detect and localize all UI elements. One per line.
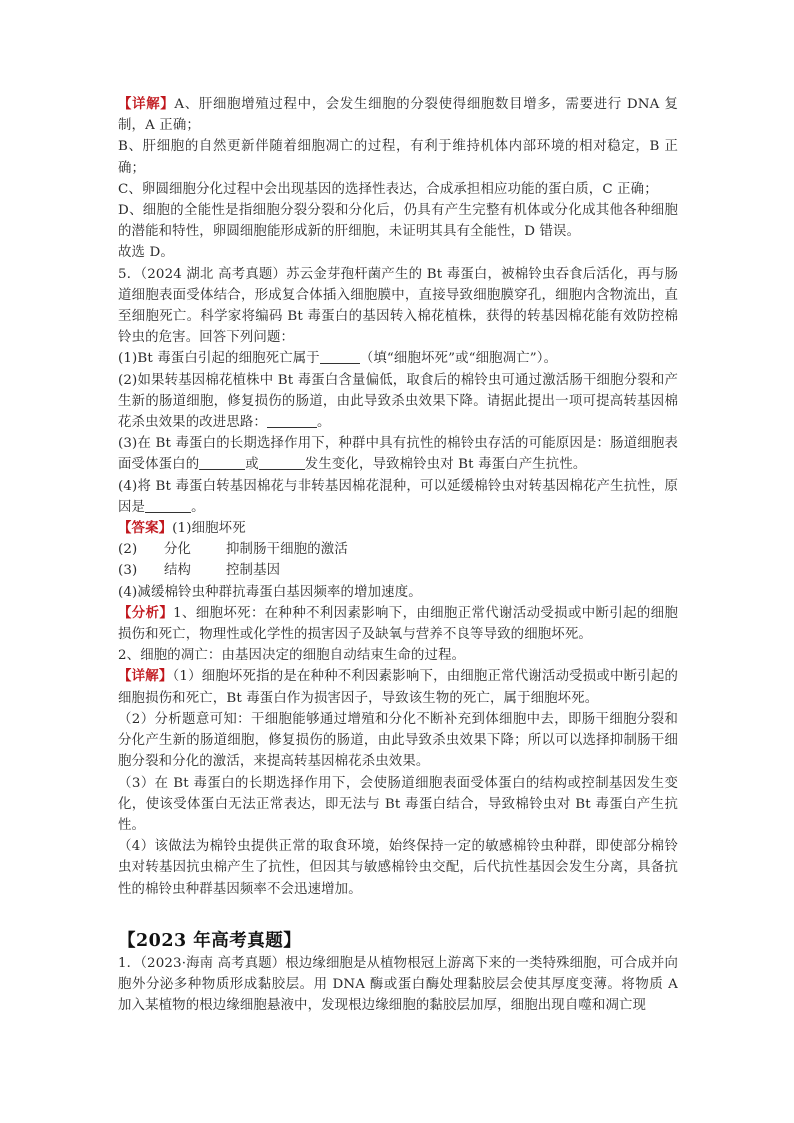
section-heading-2023: 【2023 年高考真题】: [118, 931, 302, 951]
question-5-stem: 5．（2024 湖北 高考真题）苏云金芽孢杆菌产生的 Bt 毒蛋白，被棉铃虫吞食后活化，再与肠道细胞表面受体结合，形成复合体插入细胞膜中，直接导致细胞膜穿孔，细胞内含物流出，直至细胞死亡。科学家将编码 Bt 毒蛋白的基因转入棉花植株，获得的转基因棉花能有效防控棉铃虫的危害。回答下列问题：: [118, 266, 678, 346]
analysis-text-1: 1、细胞坏死：在种种不利因素影响下，由细胞正常代谢活动受损或中断引起的细胞损伤和死亡，物理性或化学性的损害因子及缺氧与营养不良等导致的细胞坏死。: [118, 605, 678, 643]
detail2-paragraph-2: （2）分析题意可知：干细胞能够通过增殖和分化不断补充到体细胞中去，即肠干细胞分裂和分化产生新的肠道细胞，修复损伤的肠道，由此导致杀虫效果下降；所以可以选择抑制肠干细胞分裂和分化的激活，来提高转基因棉花杀虫效果。: [118, 711, 678, 770]
detail-option-b: B、肝细胞的自然更新伴随着细胞凋亡的过程，有利于维持机体内部环境的相对稳定，B 正确；: [118, 139, 678, 176]
sub2-text: (2)如果转基因棉花植株中 Bt 毒蛋白含量偏低，取食后的棉铃虫可通过激活肠干细胞分裂和产生新的肠道细胞，修复损伤的肠道，由此导致杀虫效果下降。请据此提出一项可提高转基因棉花杀虫效果的改进思路：: [118, 372, 678, 431]
answer-number: (3): [118, 563, 138, 579]
question-5-sub2: [118, 370, 678, 434]
answer-part-b: 抑制肠干细胞的激活: [226, 542, 348, 558]
answer-part-a: 结构: [164, 563, 192, 579]
sub4-text: (4)将 Bt 毒蛋白转基因棉花与非转基因棉花混种，可以延缓棉铃虫对转基因棉花产生抗性，原因是: [118, 478, 678, 515]
answer-number: (2): [118, 542, 138, 558]
detail-option-c: C、卵圆细胞分化过程中会出现基因的选择性表达，合成承担相应功能的蛋白质，C 正确；: [118, 181, 658, 197]
detail-option-a: A、肝细胞增殖过程中，会发生细胞的分裂使得细胞数目增多，需要进行 DNA 复制，A 正确；: [118, 97, 678, 134]
answer-row-2: [118, 539, 678, 560]
answer-blank: [320, 349, 360, 364]
answer-part-b: 控制基因: [226, 563, 281, 579]
sub1-text: (1)Bt 毒蛋白引起的细胞死亡属于: [118, 351, 320, 367]
answer-blank: [259, 455, 305, 470]
detail-choice: 故选 D。: [118, 245, 174, 261]
detail2-paragraph-1: [118, 666, 678, 708]
detail-paragraph-a: [118, 94, 678, 136]
sub4-end: 。: [191, 499, 205, 515]
answer-line-1: [118, 518, 678, 539]
question-5-sub3: [118, 433, 678, 475]
question-5-sub1: [118, 348, 678, 369]
question-2023-1: [118, 953, 678, 1017]
answer-1: (1)细胞坏死: [172, 521, 246, 537]
sub3-text: (3)在 Bt 毒蛋白的长期选择作用下，种群中具有抗性的棉铃虫存活的可能原因是：肠道细胞表面受体蛋白的: [118, 436, 678, 473]
answer-row-3: [118, 560, 678, 581]
answer-blank: [145, 498, 191, 513]
answer-tag: 【答案】: [118, 520, 173, 537]
analysis-paragraph-1: [118, 603, 678, 645]
page-body: [118, 94, 678, 900]
answer-blank: [199, 455, 245, 470]
sub3-end: 发生变化，导致棉铃虫对 Bt 毒蛋白产生抗性。: [304, 457, 587, 473]
detail-tag: 【详解】: [118, 668, 173, 685]
question-2023-1-text: 1．（2023·海南 高考真题）根边缘细胞是从植物根冠上游离下来的一类特殊细胞，可合成并向胞外分泌多种物质形成黏胶层。用 DNA 酶或蛋白酶处理黏胶层会使其厚度变薄。将物质 A 加入某植物的根边缘细胞悬液中，发现根边缘细胞的黏胶层加厚，细胞出现自噬和凋亡现: [118, 956, 679, 1014]
analysis-paragraph-2: 2、细胞的凋亡：由基因决定的细胞自动结束生命的过程。: [118, 648, 466, 664]
sub2-end: 。: [316, 415, 331, 431]
detail-option-d: D、细胞的全能性是指细胞分裂分裂和分化后，仍具有产生完整有机体或分化成其他各种细胞的潜能和特性，卵圆细胞能形成新的肝细胞，未证明其具有全能性，D 错误。: [118, 203, 678, 240]
answer-blank: [267, 413, 317, 428]
answer-part-a: 分化: [164, 542, 192, 558]
sub1-hint: （填“细胞坏死”或“细胞凋亡”）。: [359, 351, 558, 367]
detail2-paragraph-3: （3）在 Bt 毒蛋白的长期选择作用下，会使肠道细胞表面受体蛋白的结构或控制基因发生变化，使该受体蛋白无法正常表达，即无法与 Bt 毒蛋白结合，导致棉铃虫对 Bt 毒蛋白产生抗性。: [118, 775, 678, 833]
question-5-sub4: [118, 476, 678, 518]
answer-line-4: (4)减缓棉铃虫种群抗毒蛋白基因频率的增加速度。: [118, 584, 422, 600]
detail2-text-1: （1）细胞坏死指的是在种种不利因素影响下，由细胞正常代谢活动受损或中断引起的细胞损伤和死亡，Bt 毒蛋白作为损害因子，导致该生物的死亡，属于细胞坏死。: [118, 669, 678, 706]
sub3-or: 或: [245, 457, 259, 473]
detail-tag: 【详解】: [118, 96, 175, 112]
detail2-paragraph-4: （4）该做法为棉铃虫提供正常的取食环境，始终保持一定的敏感棉铃虫种群，即使部分棉铃虫对转基因抗虫棉产生了抗性，但因其与敏感棉铃虫交配，后代抗性基因会发生分离，具备抗性的棉铃虫种群基因频率不会迅速增加。: [118, 839, 678, 897]
analysis-tag: 【分析】: [118, 604, 174, 621]
